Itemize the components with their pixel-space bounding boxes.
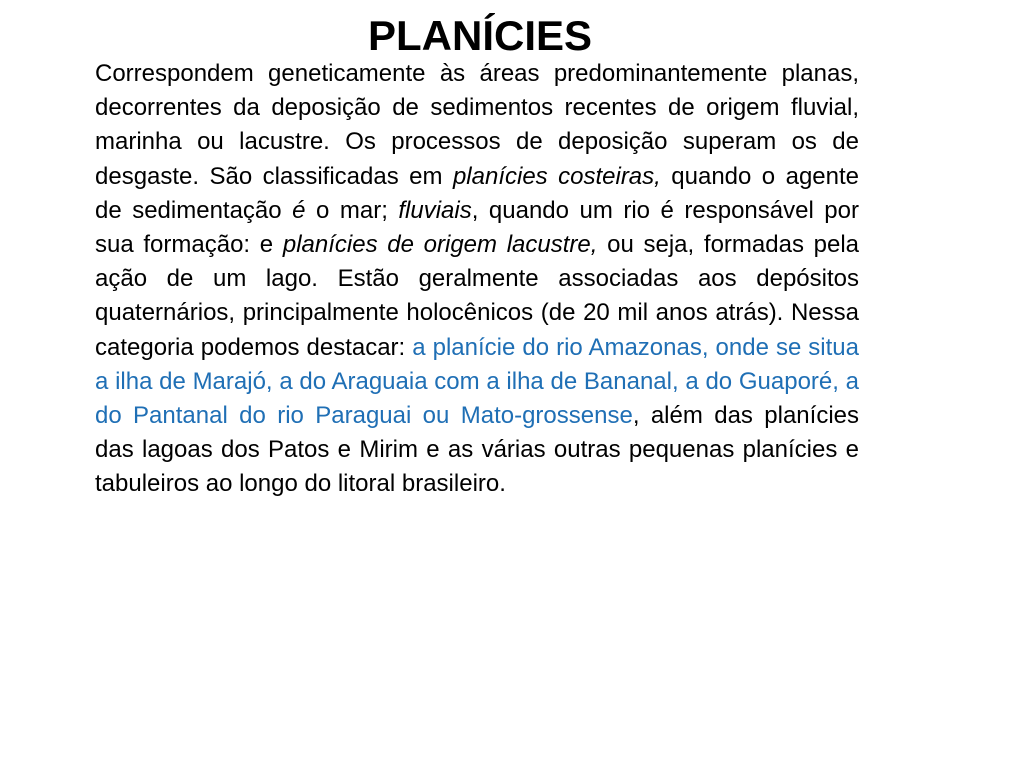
italic-term-planicies-costeiras: planícies costeiras,	[452, 162, 661, 190]
italic-term-fluviais: fluviais	[398, 196, 472, 224]
text-segment: ou seja, formadas pela ação de um lago. Estão geralmente associadas aos depósitos quaternários, principalmente holocênicos (de 20 mil anos atrás). Nessa categoria podemos destacar:	[95, 231, 860, 361]
text-segment: , quando um rio é responsável por sua formação: e	[95, 196, 859, 259]
italic-term-planicies-lacustre: planícies de origem lacustre,	[282, 231, 598, 259]
text-segment: Correspondem geneticamente às áreas predominantemente planas, decorrentes da deposição de sedimentos recentes de origem fluvial, marinha ou lacustre. Os processos de deposição superam os de desgaste. São classificadas em	[95, 60, 859, 190]
text-segment: , além das planícies das lagoas dos Patos e Mirim e as várias outras pequenas planícies e tabuleiros ao longo do litoral brasileiro.	[95, 402, 859, 498]
italic-term-e: é	[292, 196, 306, 224]
text-segment: quando o agente de sedimentação	[95, 162, 860, 224]
text-segment: o mar;	[305, 196, 399, 224]
slide-title: PLANÍCIES	[367, 12, 593, 59]
slide-body-paragraph	[95, 57, 859, 502]
highlighted-examples: a planície do rio Amazonas, onde se situa a ilha de Marajó, a do Araguaia com a ilha de Bananal, a do Guaporé, a do Pantanal do rio Paraguai ou Mato-grossense	[95, 333, 860, 430]
